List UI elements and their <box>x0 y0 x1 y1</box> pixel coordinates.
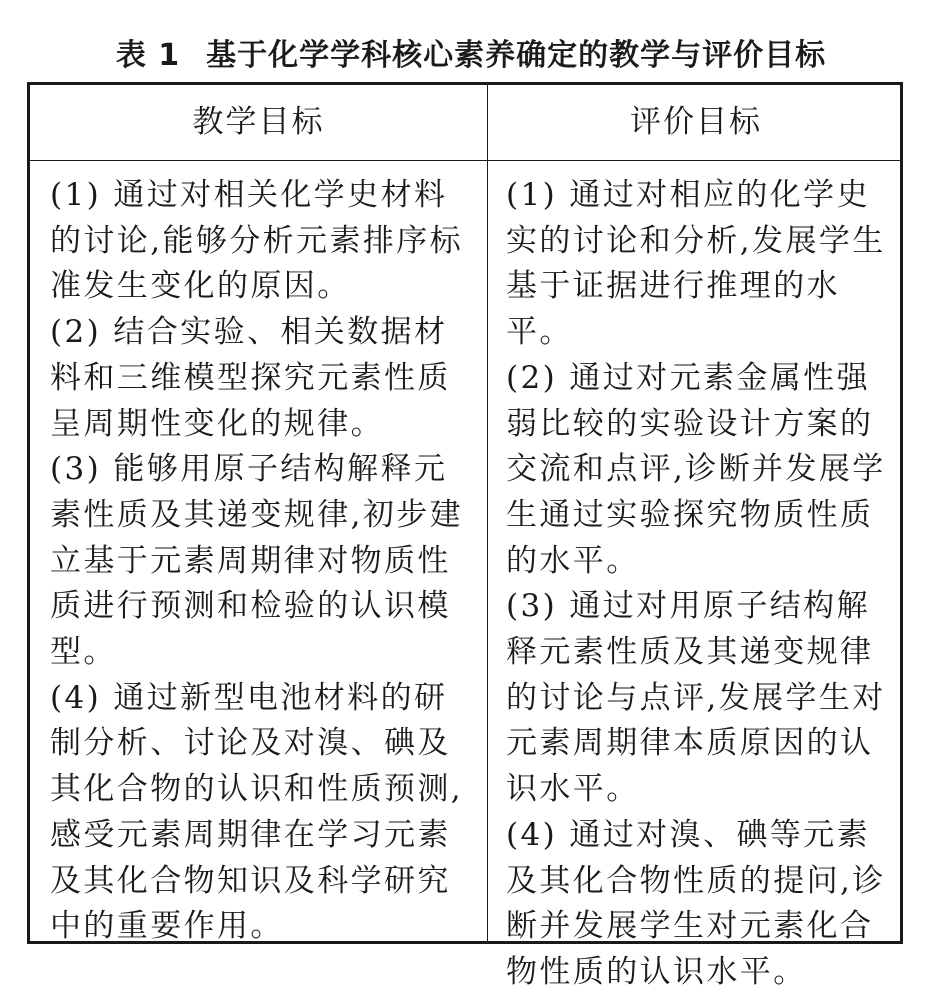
goals-table <box>27 82 903 990</box>
evaluation-goal-item: (2) 通过对元素金属性强弱比较的实验设计方案的交流和点评,诊断并发展学生通过实验探究物质性质的水平。 <box>506 359 886 579</box>
evaluation-goal-item: (3) 通过对用原子结构解释元素性质及其递变规律的讨论与点评,发展学生对元素周期律本质原因的认识水平。 <box>506 588 886 808</box>
teaching-goal-item: (3) 能够用原子结构解释元素性质及其递变规律,初步建立基于元素周期律对物质性质进行预测和检验的认识模型。 <box>50 451 464 671</box>
evaluation-goal-item: (1) 通过对相应的化学史实的讨论和分析,发展学生基于证据进行推理的水平。 <box>506 177 886 351</box>
table-caption <box>0 34 942 78</box>
table-number: 表 1 <box>115 38 181 73</box>
header-divider <box>30 160 900 161</box>
teaching-goal-item: (2) 结合实验、相关数据材料和三维模型探究元素性质呈周期性变化的规律。 <box>50 314 451 442</box>
evaluation-goal-item: (4) 通过对溴、碘等元素及其化合物性质的提问,诊断并发展学生对元素化合物性质的认识水平。 <box>506 816 886 990</box>
teaching-goal-item: (1) 通过对相关化学史材料的讨论,能够分析元素排序标准发生变化的原因。 <box>50 177 464 305</box>
teaching-goals-cell <box>50 173 470 950</box>
header-evaluation-goals: 评价目标 <box>630 104 762 140</box>
evaluation-goals-cell <box>506 173 896 996</box>
header-teaching-goals: 教学目标 <box>192 104 325 140</box>
teaching-goal-item: (4) 通过新型电池材料的研制分析、讨论及对溴、碘及其化合物的认识和性质预测,感受元素周期律在学习元素及其化合物知识及科学研究中的重要作用。 <box>50 679 464 945</box>
column-divider <box>487 85 488 941</box>
table-title: 基于化学学科核心素养确定的教学与评价目标 <box>206 38 827 73</box>
